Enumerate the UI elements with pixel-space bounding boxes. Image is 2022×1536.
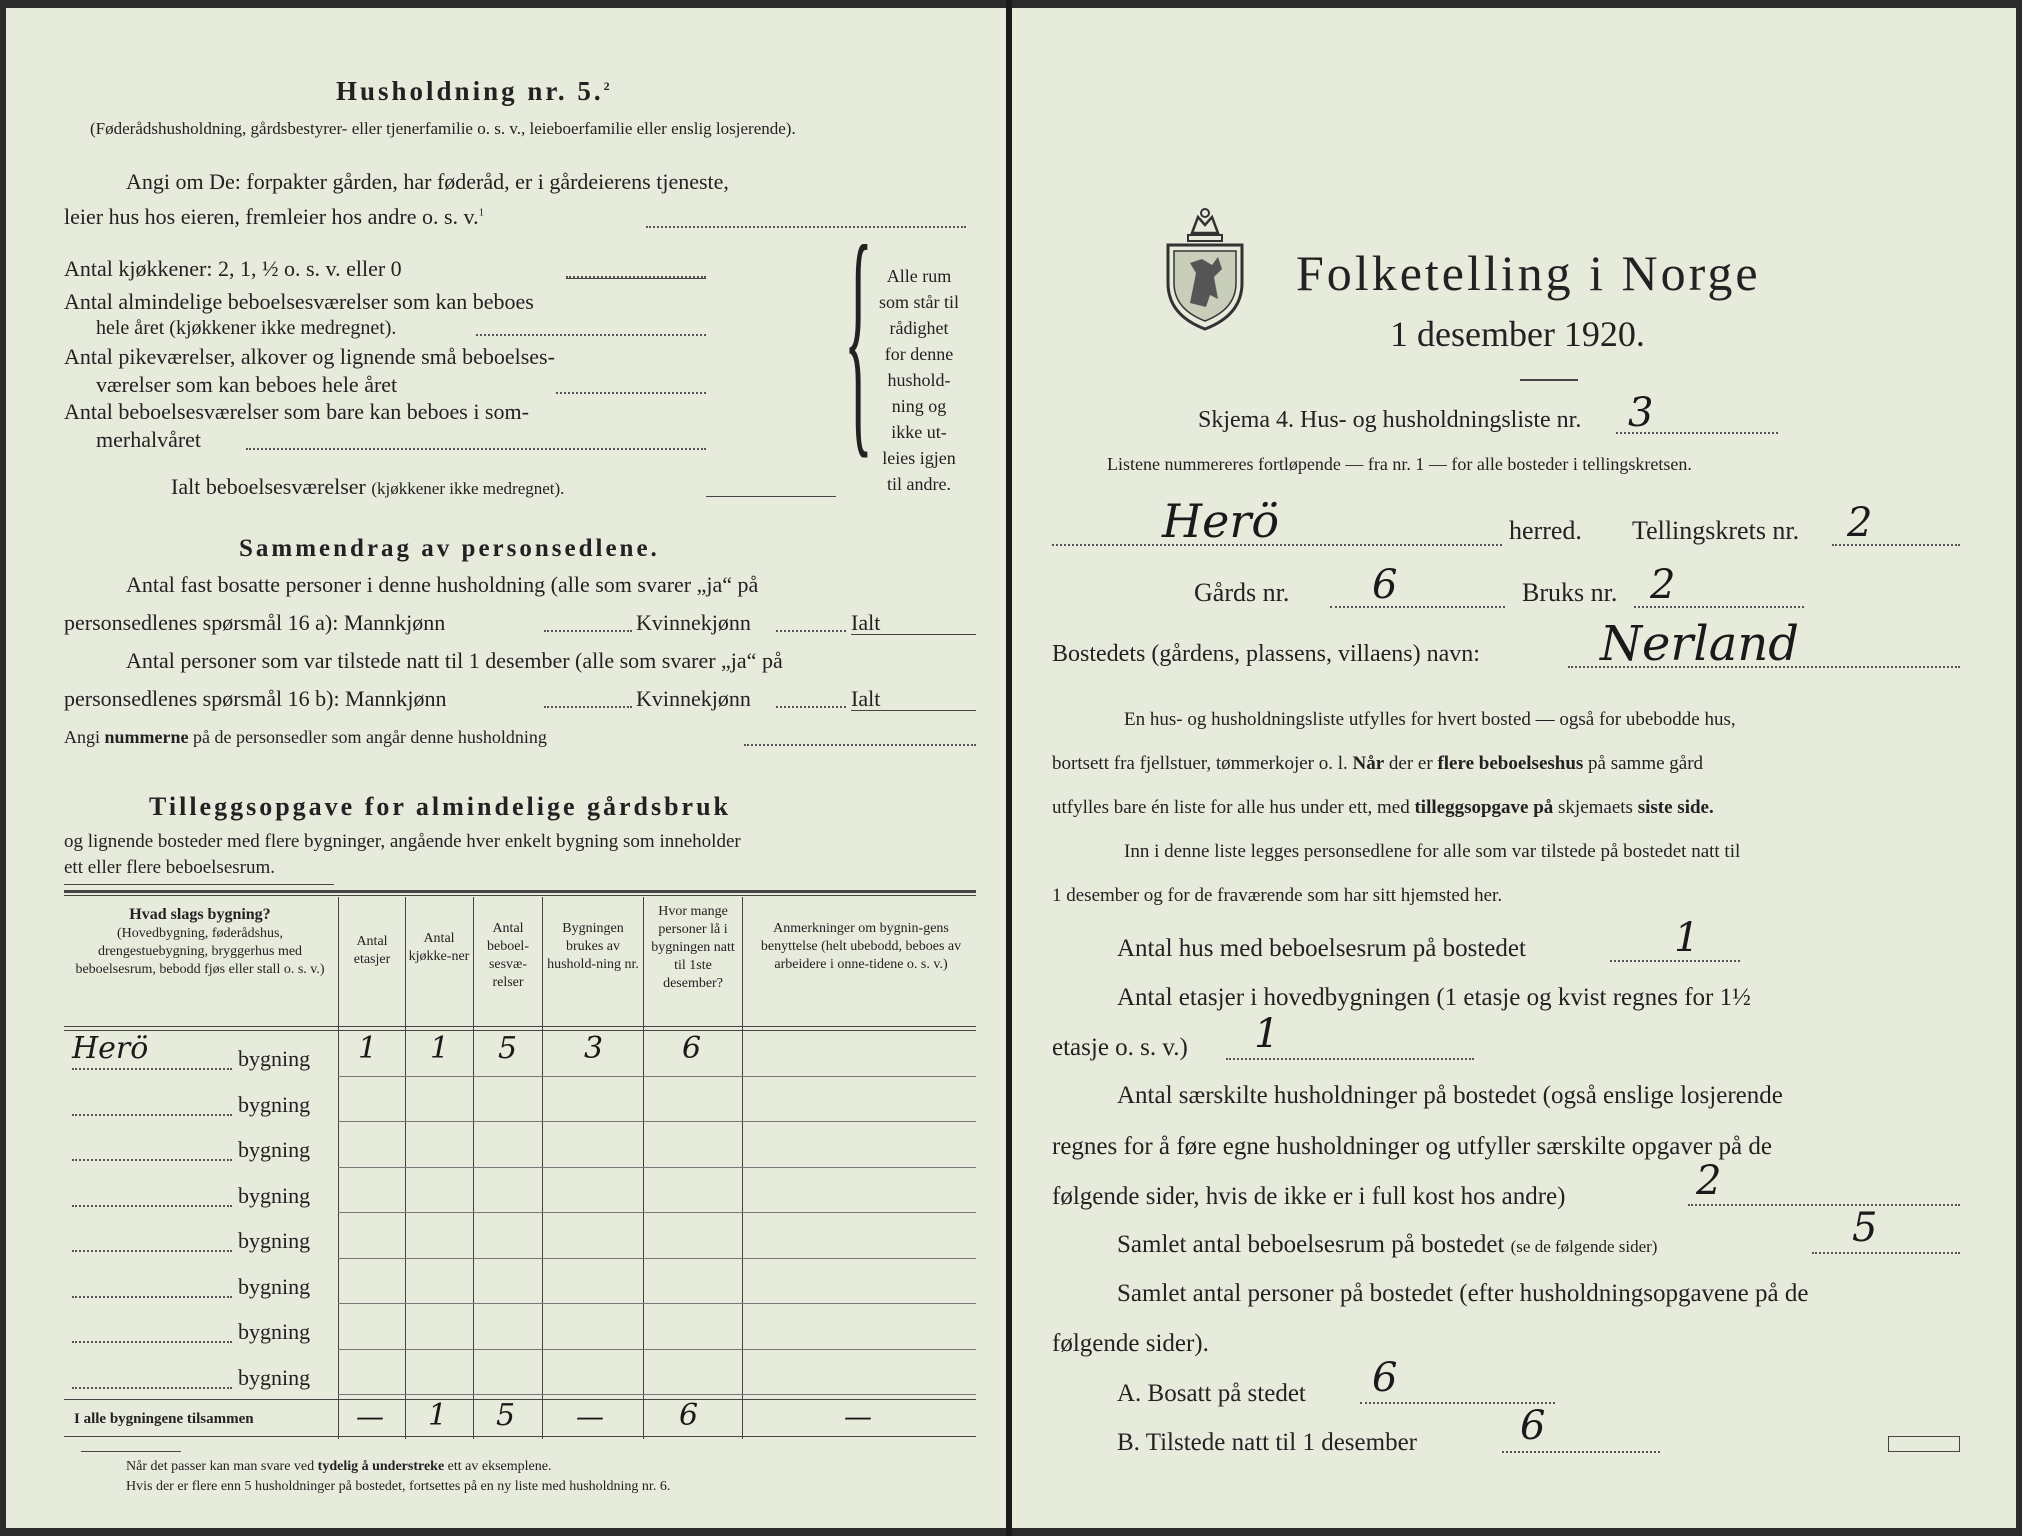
- bruks-value[interactable]: 2: [1650, 562, 1676, 608]
- b-label: B. Tilstede natt til 1 desember: [1117, 1429, 1417, 1456]
- herred-line: [1052, 544, 1502, 546]
- row-rule: [338, 1258, 976, 1259]
- gards-value[interactable]: 6: [1372, 562, 1398, 608]
- gards-label: Gårds nr.: [1194, 578, 1290, 607]
- total-household[interactable]: —: [576, 1400, 604, 1433]
- head-floors: Antal etasjer: [353, 934, 391, 967]
- info-line-3: utfylles bare én liste for alle hus under ett, med tilleggsopgave på skjemaets siste side.: [1052, 797, 1714, 818]
- rooms-note: [864, 263, 974, 497]
- building-label: bygning: [238, 1273, 311, 1299]
- rooms-note-line: rådighet: [889, 318, 949, 338]
- building-label: bygning: [238, 1091, 311, 1117]
- title-divider: [1520, 379, 1578, 381]
- table-row: [6, 1307, 1006, 1353]
- bosted-label: Bostedets (gårdens, plassens, villaens) navn:: [1052, 641, 1480, 667]
- table-row: [6, 1262, 1006, 1308]
- gards-line: [1330, 606, 1505, 608]
- head-kitchens: Antal kjøkke-ner: [408, 931, 470, 964]
- total-persons-label-1: Samlet antal personer på bostedet (efter husholdningsopgavene på de: [1117, 1280, 1809, 1307]
- total-persons[interactable]: 6: [679, 1398, 699, 1433]
- schema-number-line: [1616, 432, 1778, 434]
- info-line-4: Inn i denne liste legges personsedlene for alle som var tilstede på bostedet natt til: [1124, 841, 1741, 862]
- angi-line-1: Angi om De: forpakter gården, har føderåd, er i gårdeierens tjeneste,: [126, 169, 729, 194]
- ialt-rooms-answer-line[interactable]: [706, 496, 836, 497]
- left-page: [6, 8, 1006, 1528]
- footnote-rule: [81, 1451, 181, 1452]
- head-building: Hvad slags bygning? (Hovedbygning, føderådshus, drengestuebygning, bryggerhus med beboelsesrum, bebodd fjøs eller stall o. s. v.): [75, 906, 325, 977]
- total-label: I alle bygningene tilsammen: [74, 1411, 254, 1427]
- households-label-1: Antal særskilte husholdninger på bostedet (også enslige losjerende: [1117, 1082, 1783, 1109]
- building-name-line: [72, 1159, 232, 1161]
- krets-label: Tellingskrets nr.: [1632, 516, 1800, 545]
- table-row: [6, 1171, 1006, 1217]
- building-label: bygning: [238, 1319, 311, 1344]
- building-name-line: [72, 1387, 232, 1389]
- rooms-2-answer-line[interactable]: [556, 392, 706, 394]
- cell-floors[interactable]: 1: [358, 1031, 378, 1066]
- bruks-line: [1634, 606, 1804, 608]
- footnote-1: Når det passer kan man svare ved tydelig å understreke ett av eksemplene.: [126, 1459, 552, 1474]
- info-line-5: 1 desember og for de fraværende som har sitt hjemsted her.: [1052, 885, 1503, 906]
- summary-line-2a: Antal personer som var tilstede natt til 1 desember (alle som svarer „ja“ på: [126, 648, 783, 673]
- cell-rooms[interactable]: 5: [498, 1031, 518, 1066]
- info-line-1: En hus- og husholdningsliste utfylles for hvert bosted — også for ubebodde hus,: [1124, 709, 1736, 730]
- schema-label: Skjema 4. Hus- og husholdningsliste nr.: [1198, 407, 1582, 433]
- total-rooms-label: Samlet antal beboelsesrum på bostedet (se de følgende sider): [1117, 1231, 1658, 1258]
- rooms-label-1: Antal almindelige beboelsesværelser som kan beboes: [64, 289, 534, 314]
- rooms-note-line: for denne: [884, 344, 954, 364]
- summary-2-female-label: Kvinnekjønn: [636, 686, 751, 711]
- rooms-note-line: Alle rum: [886, 266, 952, 286]
- head-remarks: Anmerkninger om bygnin-gens benyttelse (helt ubebodd, beboes av arbeidere i onne-tidene o. s. v.): [760, 921, 962, 972]
- row-rule: [338, 1212, 976, 1213]
- b-line: [1502, 1451, 1660, 1453]
- head-used: Bygningen brukes av hushold-ning nr.: [547, 921, 639, 972]
- a-value[interactable]: 6: [1372, 1355, 1398, 1401]
- summary-1-female-label: Kvinnekjønn: [636, 610, 751, 635]
- summary-2-female-line[interactable]: [776, 706, 846, 708]
- row-rule: [338, 1303, 976, 1304]
- household-title: Husholdning nr. 5.$^2$: [336, 76, 613, 106]
- row-rule: [338, 1121, 976, 1122]
- rooms-label-1b: hele året (kjøkkener ikke medregnet).: [96, 317, 397, 339]
- rooms-note-line: som står til: [879, 292, 959, 312]
- building-name-line: [72, 1205, 232, 1207]
- table-row: [6, 1031, 1006, 1080]
- printer-stamp: [1888, 1436, 1960, 1452]
- row-rule: [338, 1167, 976, 1168]
- coat-of-arms-icon: [1162, 203, 1248, 331]
- summary-1-male-line[interactable]: [544, 630, 632, 632]
- building-label: bygning: [238, 1046, 311, 1071]
- supplement-text-2: ett eller flere beboelsesrum.: [64, 857, 276, 878]
- total-rooms[interactable]: 5: [496, 1398, 516, 1433]
- row-rule: [338, 1349, 976, 1350]
- building-name-line: [72, 1250, 232, 1252]
- bosted-line: [1568, 666, 1960, 668]
- floors-value[interactable]: 1: [1254, 1011, 1280, 1057]
- right-page: [1012, 8, 2016, 1528]
- angi-numbers-label: Angi nummerne på de personsedler som angår denne husholdning: [64, 727, 547, 747]
- footnote-2: Hvis der er flere enn 5 husholdninger på bostedet, fortsettes på en ny liste med husholdning nr. 6.: [126, 1479, 671, 1494]
- summary-line-1b: personsedlenes spørsmål 16 a): Mannkjønn: [64, 610, 446, 635]
- rooms-note-line: ning og: [891, 396, 947, 416]
- ialt-rooms-label: Ialt beboelsesværelser (kjøkkener ikke medregnet).: [171, 474, 565, 499]
- building-name-line: [72, 1296, 232, 1298]
- table-top-rule: [64, 890, 976, 893]
- krets-value[interactable]: 2: [1847, 500, 1873, 546]
- building-name-line: [72, 1068, 232, 1070]
- building-label: bygning: [238, 1137, 311, 1162]
- households-label-2: regnes for å føre egne husholdninger og utfyller særskilte opgaver på de: [1052, 1133, 1772, 1160]
- census-title: Folketelling i Norge: [1296, 245, 1761, 301]
- summary-2-ialt-line[interactable]: [851, 710, 976, 711]
- rooms-note-line: ikke ut-: [891, 422, 947, 442]
- kitchens-answer-line[interactable]: [566, 278, 706, 279]
- total-remarks[interactable]: —: [844, 1400, 872, 1433]
- floors-label-1: Antal etasjer i hovedbygningen (1 etasje og kvist regnes for 1½: [1117, 984, 1751, 1011]
- supplement-text-1: og lignende bosteder med flere bygninger, angående hver enkelt bygning som inneholder: [64, 831, 741, 852]
- cell-persons[interactable]: 6: [682, 1031, 702, 1066]
- supplement-title: Tilleggsopgave for almindelige gårdsbruk: [149, 792, 732, 821]
- krets-line: [1832, 544, 1960, 546]
- table-top-rule-2: [64, 895, 976, 896]
- angi-numbers-line[interactable]: [744, 744, 976, 746]
- table-row: [6, 1216, 1006, 1262]
- row-rule: [338, 1076, 976, 1077]
- summary-1-ialt-line[interactable]: [851, 634, 976, 635]
- building-label: bygning: [238, 1182, 311, 1208]
- total-floors[interactable]: —: [356, 1400, 384, 1433]
- table-header-rule: [64, 1026, 976, 1027]
- schema-note: Listene nummereres fortløpende — fra nr. 1 — for alle bosteder i tellingskretsen.: [1107, 454, 1692, 474]
- info-line-2: bortsett fra fjellstuer, tømmerkojer o. l. Når der er flere beboelseshus på samme gård: [1052, 753, 1704, 774]
- summary-line-2b: personsedlenes spørsmål 16 b): Mannkjønn: [64, 686, 447, 711]
- total-rule-bottom: [64, 1436, 976, 1437]
- rooms-note-line: til andre.: [887, 474, 951, 494]
- household-note: (Føderådshusholdning, gårdsbestyrer- eller tjenerfamilie o. s. v., leieboerfamilie eller enslig losjerende).: [90, 119, 796, 138]
- total-kitchens[interactable]: 1: [428, 1398, 448, 1433]
- kitchens-label: Antal kjøkkener: 2, 1, ½ o. s. v. eller 0: [64, 256, 402, 281]
- summary-1-female-line[interactable]: [776, 630, 846, 632]
- households-line: [1688, 1204, 1960, 1206]
- building-name-line: [72, 1114, 232, 1116]
- rooms-label-3b: merhalvåret: [96, 427, 202, 452]
- b-value[interactable]: 6: [1520, 1403, 1546, 1449]
- summary-line-1a: Antal fast bosatte personer i denne husholdning (alle som svarer „ja“ på: [126, 572, 759, 597]
- herred-value[interactable]: Herö: [1162, 494, 1280, 548]
- table-row: [6, 1080, 1006, 1126]
- total-rooms-line: [1812, 1252, 1960, 1254]
- total-rooms-value[interactable]: 5: [1852, 1205, 1878, 1251]
- total-persons-label-2: følgende sider).: [1052, 1330, 1209, 1357]
- summary-2-ialt-label: Ialt: [851, 686, 881, 711]
- schema-number[interactable]: 3: [1628, 390, 1654, 436]
- cell-kitchens[interactable]: 1: [430, 1031, 450, 1066]
- building-label: bygning: [238, 1364, 311, 1390]
- rooms-label-2b: værelser som kan beboes hele året: [96, 372, 398, 397]
- rooms-note-line: leies igjen: [882, 448, 956, 468]
- rooms-label-3: Antal beboelsesværelser som bare kan beboes i som-: [64, 399, 529, 424]
- rooms-3-answer-line[interactable]: [246, 448, 706, 450]
- building-label: bygning: [238, 1228, 311, 1253]
- herred-label: herred.: [1509, 516, 1582, 545]
- houses-line: [1610, 960, 1740, 962]
- households-value[interactable]: 2: [1696, 1158, 1722, 1204]
- head-rooms: Antal beboel-sesvæ-relser: [487, 921, 529, 990]
- floors-label-2: etasje o. s. v.): [1052, 1034, 1188, 1061]
- a-label: A. Bosatt på stedet: [1117, 1380, 1306, 1407]
- summary-title: Sammendrag av personsedlene.: [239, 535, 660, 562]
- rooms-1-answer-line[interactable]: [476, 334, 706, 336]
- rooms-label-2: Antal pikeværelser, alkover og lignende små beboelses-: [64, 344, 555, 369]
- bruks-label: Bruks nr.: [1522, 578, 1618, 607]
- houses-label: Antal hus med beboelsesrum på bostedet: [1117, 935, 1526, 962]
- census-date: 1 desember 1920.: [1390, 314, 1645, 354]
- brace-icon: {: [844, 195, 873, 479]
- table-row: [6, 1125, 1006, 1171]
- row-rule: [338, 1394, 976, 1395]
- head-persons: Hvor mange personer lå i bygningen natt til 1ste desember?: [651, 904, 735, 991]
- bosted-value[interactable]: Nerland: [1600, 616, 1799, 672]
- floors-line: [1226, 1058, 1474, 1060]
- summary-2-male-line[interactable]: [544, 706, 632, 708]
- rooms-note-line: hushold-: [887, 370, 951, 390]
- angi-line-2: leier hus hos eieren, fremleier hos andre o. s. v.$^1$: [64, 204, 485, 229]
- angi-answer-line[interactable]: [646, 226, 966, 228]
- table-row: [6, 1353, 1006, 1399]
- building-name-line: [72, 1341, 232, 1343]
- total-rule-top: [64, 1399, 976, 1400]
- supplement-underline: [64, 884, 334, 885]
- building-name[interactable]: Herö: [72, 1031, 149, 1066]
- houses-value[interactable]: 1: [1674, 915, 1700, 961]
- cell-household[interactable]: 3: [584, 1031, 604, 1066]
- households-label-3: følgende sider, hvis de ikke er i full kost hos andre): [1052, 1183, 1566, 1210]
- summary-1-ialt-label: Ialt: [851, 610, 881, 635]
